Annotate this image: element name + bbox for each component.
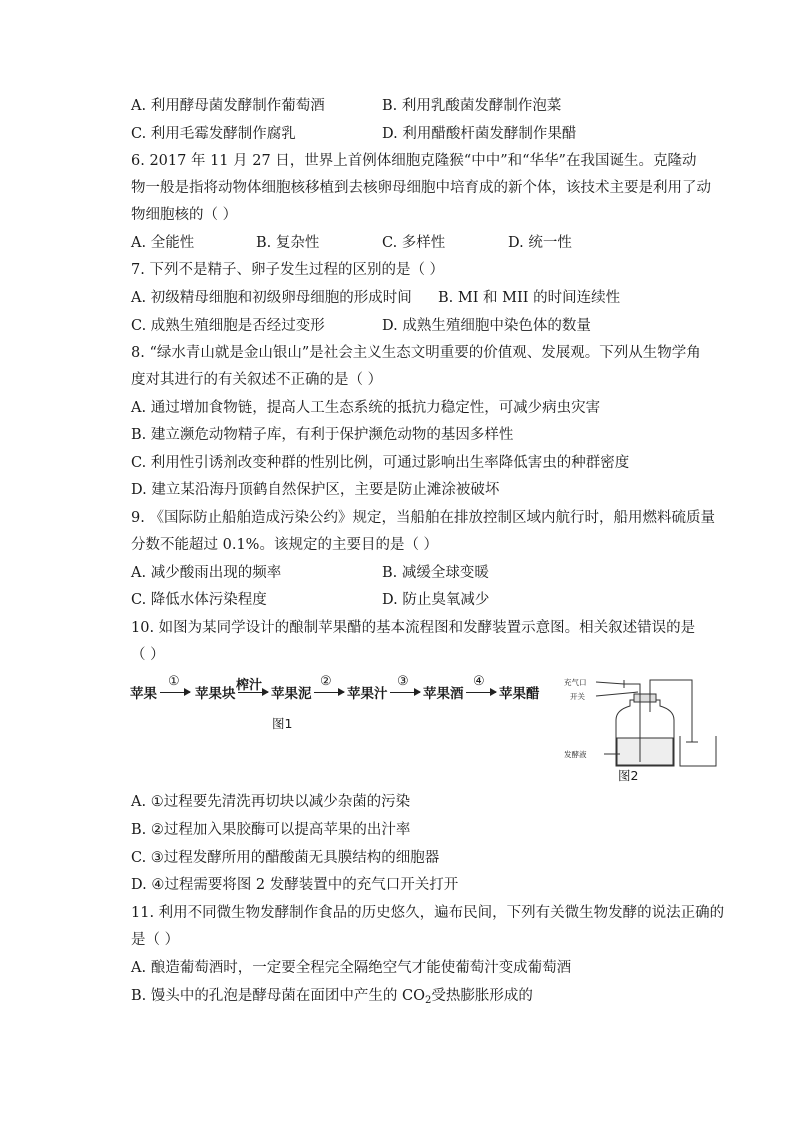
q6-stem-line2: 物一般是指将动物体细胞核移植到去核卵母细胞中培育成的新个体，该技术主要是利用了动 (131, 180, 711, 196)
inlet-leader-line (596, 682, 624, 684)
flow-node-apple-wine: 苹果酒 (423, 686, 464, 702)
q6-option-a: A. 全能性 (131, 235, 195, 251)
flow-arrow-3 (314, 692, 344, 693)
q8-stem-line2: 度对其进行的有关叙述不正确的是（ ） (131, 372, 383, 388)
q11-stem-line1: 11. 利用不同微生物发酵制作食品的历史悠久，遍布民间，下列有关微生物发酵的说法正确的 (131, 905, 725, 921)
q9-stem-line1: 9. 《国际防止船舶造成污染公约》规定，当船舶在排放控制区域内航行时，船用燃料硫质量 (131, 510, 715, 526)
q9-option-a: A. 减少酸雨出现的频率 (131, 565, 282, 581)
q11-option-b (131, 986, 533, 1011)
q6-stem-line3: 物细胞核的（ ） (131, 207, 238, 223)
q7-option-c: C. 成熟生殖细胞是否经过变形 (131, 318, 325, 334)
q6-option-d: D. 统一性 (508, 235, 572, 251)
outlet-tube (650, 680, 692, 742)
q9-option-c: C. 降低水体污染程度 (131, 592, 267, 608)
figure2-fermenter-diagram (560, 672, 720, 772)
q5-option-a: A. 利用酵母菌发酵制作葡萄酒 (131, 98, 325, 114)
flow-node-apple-chunks: 苹果块 (195, 686, 236, 702)
flow-step-juicing: 榨汁 (236, 678, 263, 693)
q11-stem-line2: 是（ ） (131, 932, 180, 948)
figure1-flowchart (130, 676, 550, 736)
q10-option-a: A. ①过程要先清洗再切块以减少杂菌的污染 (131, 794, 411, 810)
label-air-inlet: 充气口 (564, 678, 587, 687)
q8-option-d: D. 建立某沿海丹顶鹤自然保护区，主要是防止滩涂被破坏 (131, 482, 500, 498)
q10-option-b: B. ②过程加入果胶酶可以提高苹果的出汁率 (131, 822, 411, 838)
flow-node-apple: 苹果 (130, 686, 157, 702)
q5-option-b: B. 利用乳酸菌发酵制作泡菜 (382, 98, 562, 114)
label-switch: 开关 (570, 692, 585, 701)
q8-option-b: B. 建立濒危动物精子库，有利于保护濒危动物的基因多样性 (131, 427, 514, 443)
q9-stem-line2: 分数不能超过 0.1%。该规定的主要目的是（ ） (131, 537, 439, 553)
bottle-stopper (634, 694, 656, 702)
q9-option-d: D. 防止臭氧减少 (382, 592, 490, 608)
flow-arrow-1 (160, 692, 190, 693)
water-beaker (680, 736, 716, 766)
flow-node-apple-juice: 苹果汁 (347, 686, 388, 702)
flow-arrow-5 (466, 692, 496, 693)
q10-stem-line1: 10. 如图为某同学设计的酿制苹果醋的基本流程图和发酵装置示意图。相关叙述错误的是 (131, 620, 696, 636)
q10-stem-line2: （ ） (131, 647, 165, 663)
q8-stem-line1: 8. “绿水青山就是金山银山”是社会主义生态文明重要的价值观、发展观。下列从生物学角 (131, 345, 701, 361)
q11-option-a: A. 酿造葡萄酒时，一定要全程完全隔绝空气才能使葡萄汁变成葡萄酒 (131, 960, 572, 976)
q7-stem: 7. 下列不是精子、卵子发生过程的区别的是（ ） (131, 262, 445, 278)
switch-leader-line (596, 692, 638, 696)
q6-option-b: B. 复杂性 (256, 235, 320, 251)
q7-option-d: D. 成熟生殖细胞中染色体的数量 (382, 318, 591, 334)
q11-option-b-text: B. 馒头中的孔泡是酵母菌在面团中产生的 CO (131, 988, 425, 1004)
figure1-label: 图1 (272, 716, 293, 731)
q8-option-a: A. 通过增加食物链，提高人工生态系统的抵抗力稳定性，可减少病虫灾害 (131, 400, 601, 416)
figure2-label: 图2 (618, 768, 639, 783)
q11-option-b-text-end: 受热膨胀形成的 (431, 988, 533, 1004)
q6-stem-line1: 6. 2017 年 11 月 27 日，世界上首例体细胞克隆猴“中中”和“华华”在我国诞生。克隆动 (131, 153, 697, 169)
flow-step-3: ③ (397, 674, 409, 689)
q11-option-b-subscript: 2 (424, 995, 432, 1006)
flow-node-apple-vinegar: 苹果醋 (499, 686, 540, 702)
q10-option-d: D. ④过程需要将图 2 发酵装置中的充气口开关打开 (131, 877, 459, 893)
q7-option-a: A. 初级精母细胞和初级卵母细胞的形成时间 (131, 290, 412, 306)
q7-option-b: B. MI 和 MII 的时间连续性 (438, 290, 621, 306)
q6-option-c: C. 多样性 (382, 235, 446, 251)
flow-step-2: ② (320, 674, 332, 689)
q10-option-c: C. ③过程发酵所用的醋酸菌无具膜结构的细胞器 (131, 850, 440, 866)
flow-node-apple-puree: 苹果泥 (271, 686, 312, 702)
flow-step-1: ① (168, 674, 180, 689)
q5-option-d: D. 利用醋酸杆菌发酵制作果醋 (382, 126, 577, 142)
fermentation-liquid (617, 738, 673, 765)
q9-option-b: B. 减缓全球变暖 (382, 565, 489, 581)
q5-option-c: C. 利用毛霉发酵制作腐乳 (131, 126, 296, 142)
label-fermentation-liquid: 发酵液 (564, 750, 587, 759)
flow-arrow-4 (390, 692, 420, 693)
flow-step-4: ④ (473, 674, 485, 689)
q8-option-c: C. 利用性引诱剂改变种群的性别比例，可通过影响出生率降低害虫的种群密度 (131, 455, 630, 471)
